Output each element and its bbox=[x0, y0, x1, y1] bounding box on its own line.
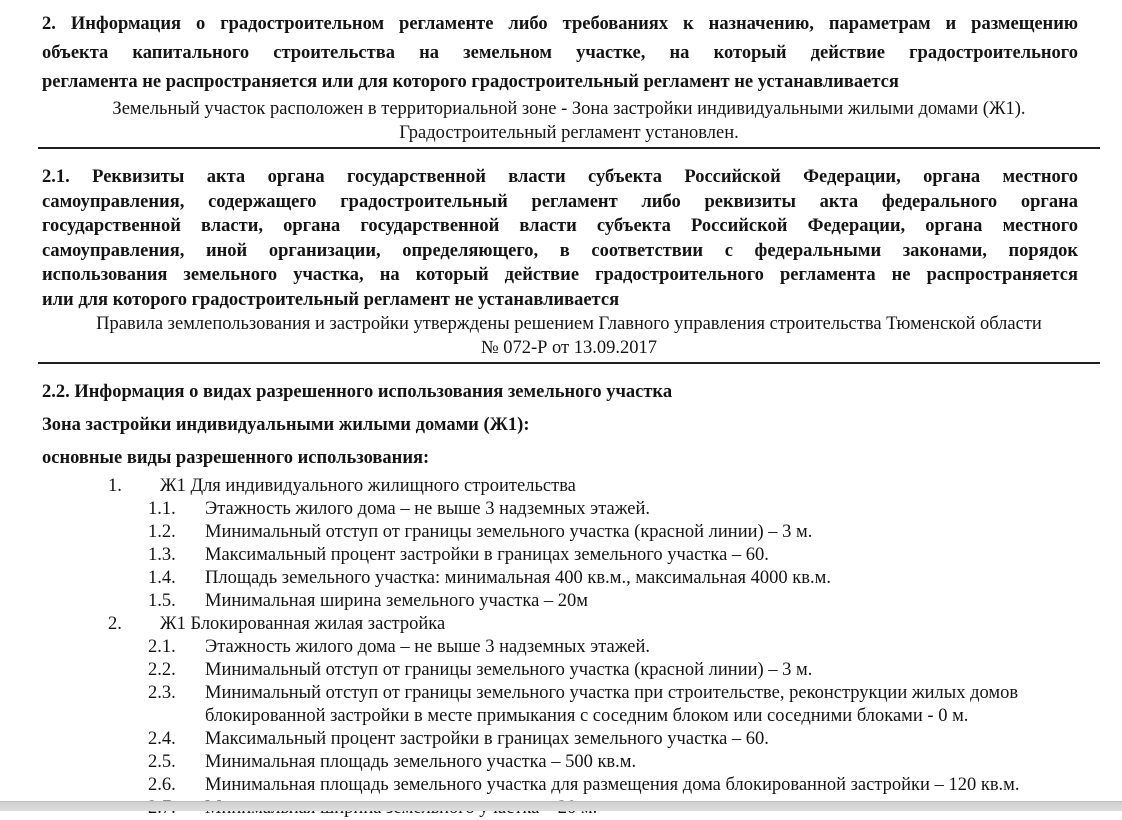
list-subitem bbox=[42, 774, 1078, 797]
list-subitem-text: Минимальный отступ от границы земельного участка при строительстве, реконструкции жилых домов блокированной застройки в месте примыкания с соседним блоком или соседними блоками - 0 м. bbox=[205, 683, 1019, 726]
section-2-heading bbox=[42, 10, 1078, 97]
list-subitem-text: Минимальный отступ от границы земельного участка (красной линии) – 3 м. bbox=[205, 660, 813, 680]
list-subitem-number: 1.4. bbox=[148, 568, 176, 588]
section-2-1-statement-block bbox=[38, 312, 1100, 364]
heading-line: использования земельного участка, на который действие градостроительного регламента не распространяется bbox=[42, 265, 1078, 285]
horizontal-scrollbar-track[interactable] bbox=[0, 801, 1122, 811]
section-2-2-heading: 2.2. Информация о видах разрешенного использования земельного участка bbox=[42, 382, 673, 402]
list-subitem bbox=[42, 659, 1078, 682]
heading-line: 2. Информация о градостроительном регламенте либо требованиях к назначению, параметрам и размещению bbox=[42, 14, 1078, 34]
list-subitem bbox=[42, 498, 1078, 521]
approval-statement: Правила землепользования и застройки утверждены решением Главного управления строительства Тюменской области bbox=[96, 314, 1042, 334]
heading-line: регламента не распространяется или для которого градостроительный регламент не устанавливается bbox=[42, 72, 899, 92]
list-subitem bbox=[42, 521, 1078, 544]
list-subitem bbox=[42, 590, 1078, 613]
reglament-statement: Градостроительный регламент установлен. bbox=[399, 123, 739, 143]
list-subitem bbox=[42, 682, 1078, 728]
list-subitem-number: 2.4. bbox=[148, 729, 176, 749]
list-subitem-text: Минимальный отступ от границы земельного участка (красной линии) – 3 м. bbox=[205, 522, 813, 542]
list-subitem-number: 2.2. bbox=[148, 660, 176, 680]
permitted-uses-list bbox=[42, 475, 1078, 820]
zone-statement: Земельный участок расположен в территориальной зоне - Зона застройки индивидуальными жилыми домами (Ж1). bbox=[112, 99, 1026, 119]
list-subitem bbox=[42, 728, 1078, 751]
heading-line: самоуправления, содержащего градостроительный регламент либо реквизиты акта федерального органа bbox=[42, 191, 1078, 212]
heading-line: объекта капитального строительства на земельном участке, на который действие градостроительного bbox=[42, 43, 1078, 63]
list-subitem-text: Минимальная площадь земельного участка для размещения дома блокированной застройки – 120 кв.м. bbox=[205, 775, 1020, 795]
list-subitem-number: 1.1. bbox=[148, 499, 176, 519]
list-subitem-number: 1.5. bbox=[148, 591, 176, 611]
list-subitem-number: 1.2. bbox=[148, 522, 176, 542]
heading-line: 2.1. Реквизиты акта органа государственной власти субъекта Российской Федерации, органа местного bbox=[42, 167, 1078, 187]
heading-line: самоуправления, иной организации, определяющего, в соответствии с федеральными законами, порядок bbox=[42, 240, 1078, 261]
list-subitem-number: 2.6. bbox=[148, 775, 176, 795]
list-item bbox=[42, 613, 1078, 636]
section-2-statement-block bbox=[38, 97, 1100, 149]
list-item-number: 2. bbox=[108, 614, 122, 634]
list-subitem-text: Минимальная площадь земельного участка – 500 кв.м. bbox=[205, 752, 637, 772]
list-subitem-text: Максимальный процент застройки в границах земельного участка – 60. bbox=[205, 729, 769, 749]
section-2-1-heading bbox=[42, 165, 1078, 312]
list-subitem bbox=[42, 544, 1078, 567]
list-item bbox=[42, 475, 1078, 498]
list-subitem bbox=[42, 567, 1078, 590]
approval-reference: № 072-Р от 13.09.2017 bbox=[480, 338, 658, 358]
list-subitem-text: Площадь земельного участка: минимальная 400 кв.м., максимальная 4000 кв.м. bbox=[205, 568, 831, 588]
list-subitem-text: Этажность жилого дома – не выше 3 надземных этажей. bbox=[205, 637, 651, 657]
list-subitem-number: 2.3. bbox=[148, 683, 176, 703]
list-subitem-number: 2.5. bbox=[148, 752, 176, 772]
zone-title: Зона застройки индивидуальными жилыми домами (Ж1): bbox=[42, 415, 530, 435]
list-subitem-text: Этажность жилого дома – не выше 3 надземных этажей. bbox=[205, 499, 651, 519]
list-item-text: Ж1 Для индивидуального жилищного строительства bbox=[160, 476, 576, 496]
list-subitem-number: 1.3. bbox=[148, 545, 176, 565]
list-subitem-number: 2.1. bbox=[148, 637, 176, 657]
list-subitem bbox=[42, 636, 1078, 659]
heading-line: государственной власти, органа государственной власти субъекта Российской Федерации, органа местного bbox=[42, 216, 1078, 236]
list-subitem-text: Максимальный процент застройки в границах земельного участка – 60. bbox=[205, 545, 769, 565]
list-subitem-text: Минимальная ширина земельного участка – 20м bbox=[205, 591, 588, 611]
permitted-uses-list-title: основные виды разрешенного использования: bbox=[42, 448, 430, 468]
list-item-text: Ж1 Блокированная жилая застройка bbox=[160, 614, 446, 634]
heading-line: или для которого градостроительный регламент не устанавливается bbox=[42, 289, 620, 310]
list-subitem bbox=[42, 751, 1078, 774]
list-item-number: 1. bbox=[108, 476, 122, 496]
